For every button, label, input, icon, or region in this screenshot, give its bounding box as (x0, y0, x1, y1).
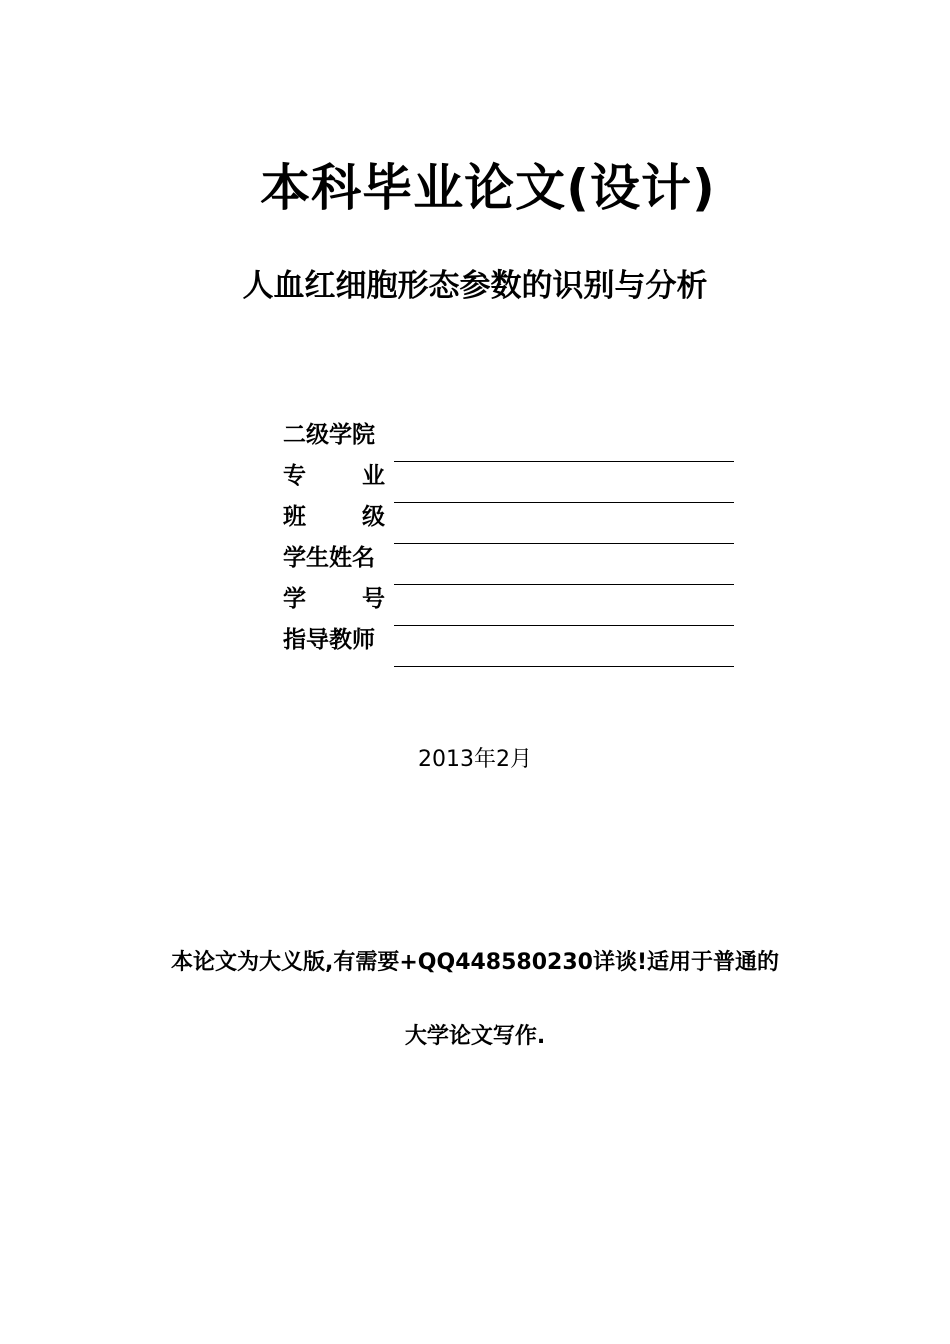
form-row-student-id (283, 578, 743, 619)
form-row-advisor (283, 619, 743, 660)
info-form (283, 414, 743, 660)
major-label (283, 459, 385, 493)
form-row-class (283, 496, 743, 537)
class-label-char-1: 班 (283, 504, 306, 530)
college-label: 二级学院 (283, 422, 375, 448)
class-label-char-2: 级 (362, 504, 385, 530)
thesis-title: 人血红细胞形态参数的识别与分析 (242, 268, 708, 304)
main-title: 本科毕业论文(设计) (260, 159, 716, 217)
class-label (283, 500, 385, 534)
form-row-major (283, 455, 743, 496)
notice-line-2: 大学论文写作. (404, 1024, 546, 1049)
advisor-label: 指导教师 (283, 627, 375, 653)
major-label-char-1: 专 (283, 463, 306, 489)
student-id-label-char-1: 学 (283, 586, 306, 612)
student-id-label (283, 582, 385, 616)
notice-line-1: 本论文为大义版,有需要+QQ448580230详谈!适用于普通的 (171, 950, 779, 975)
advisor-field-line[interactable] (394, 666, 734, 667)
student-name-label: 学生姓名 (283, 545, 375, 571)
major-label-char-2: 业 (362, 463, 385, 489)
form-row-college (283, 414, 743, 455)
student-id-label-char-2: 号 (362, 586, 385, 612)
date: 2013年2月 (418, 747, 532, 772)
form-row-student-name (283, 537, 743, 578)
